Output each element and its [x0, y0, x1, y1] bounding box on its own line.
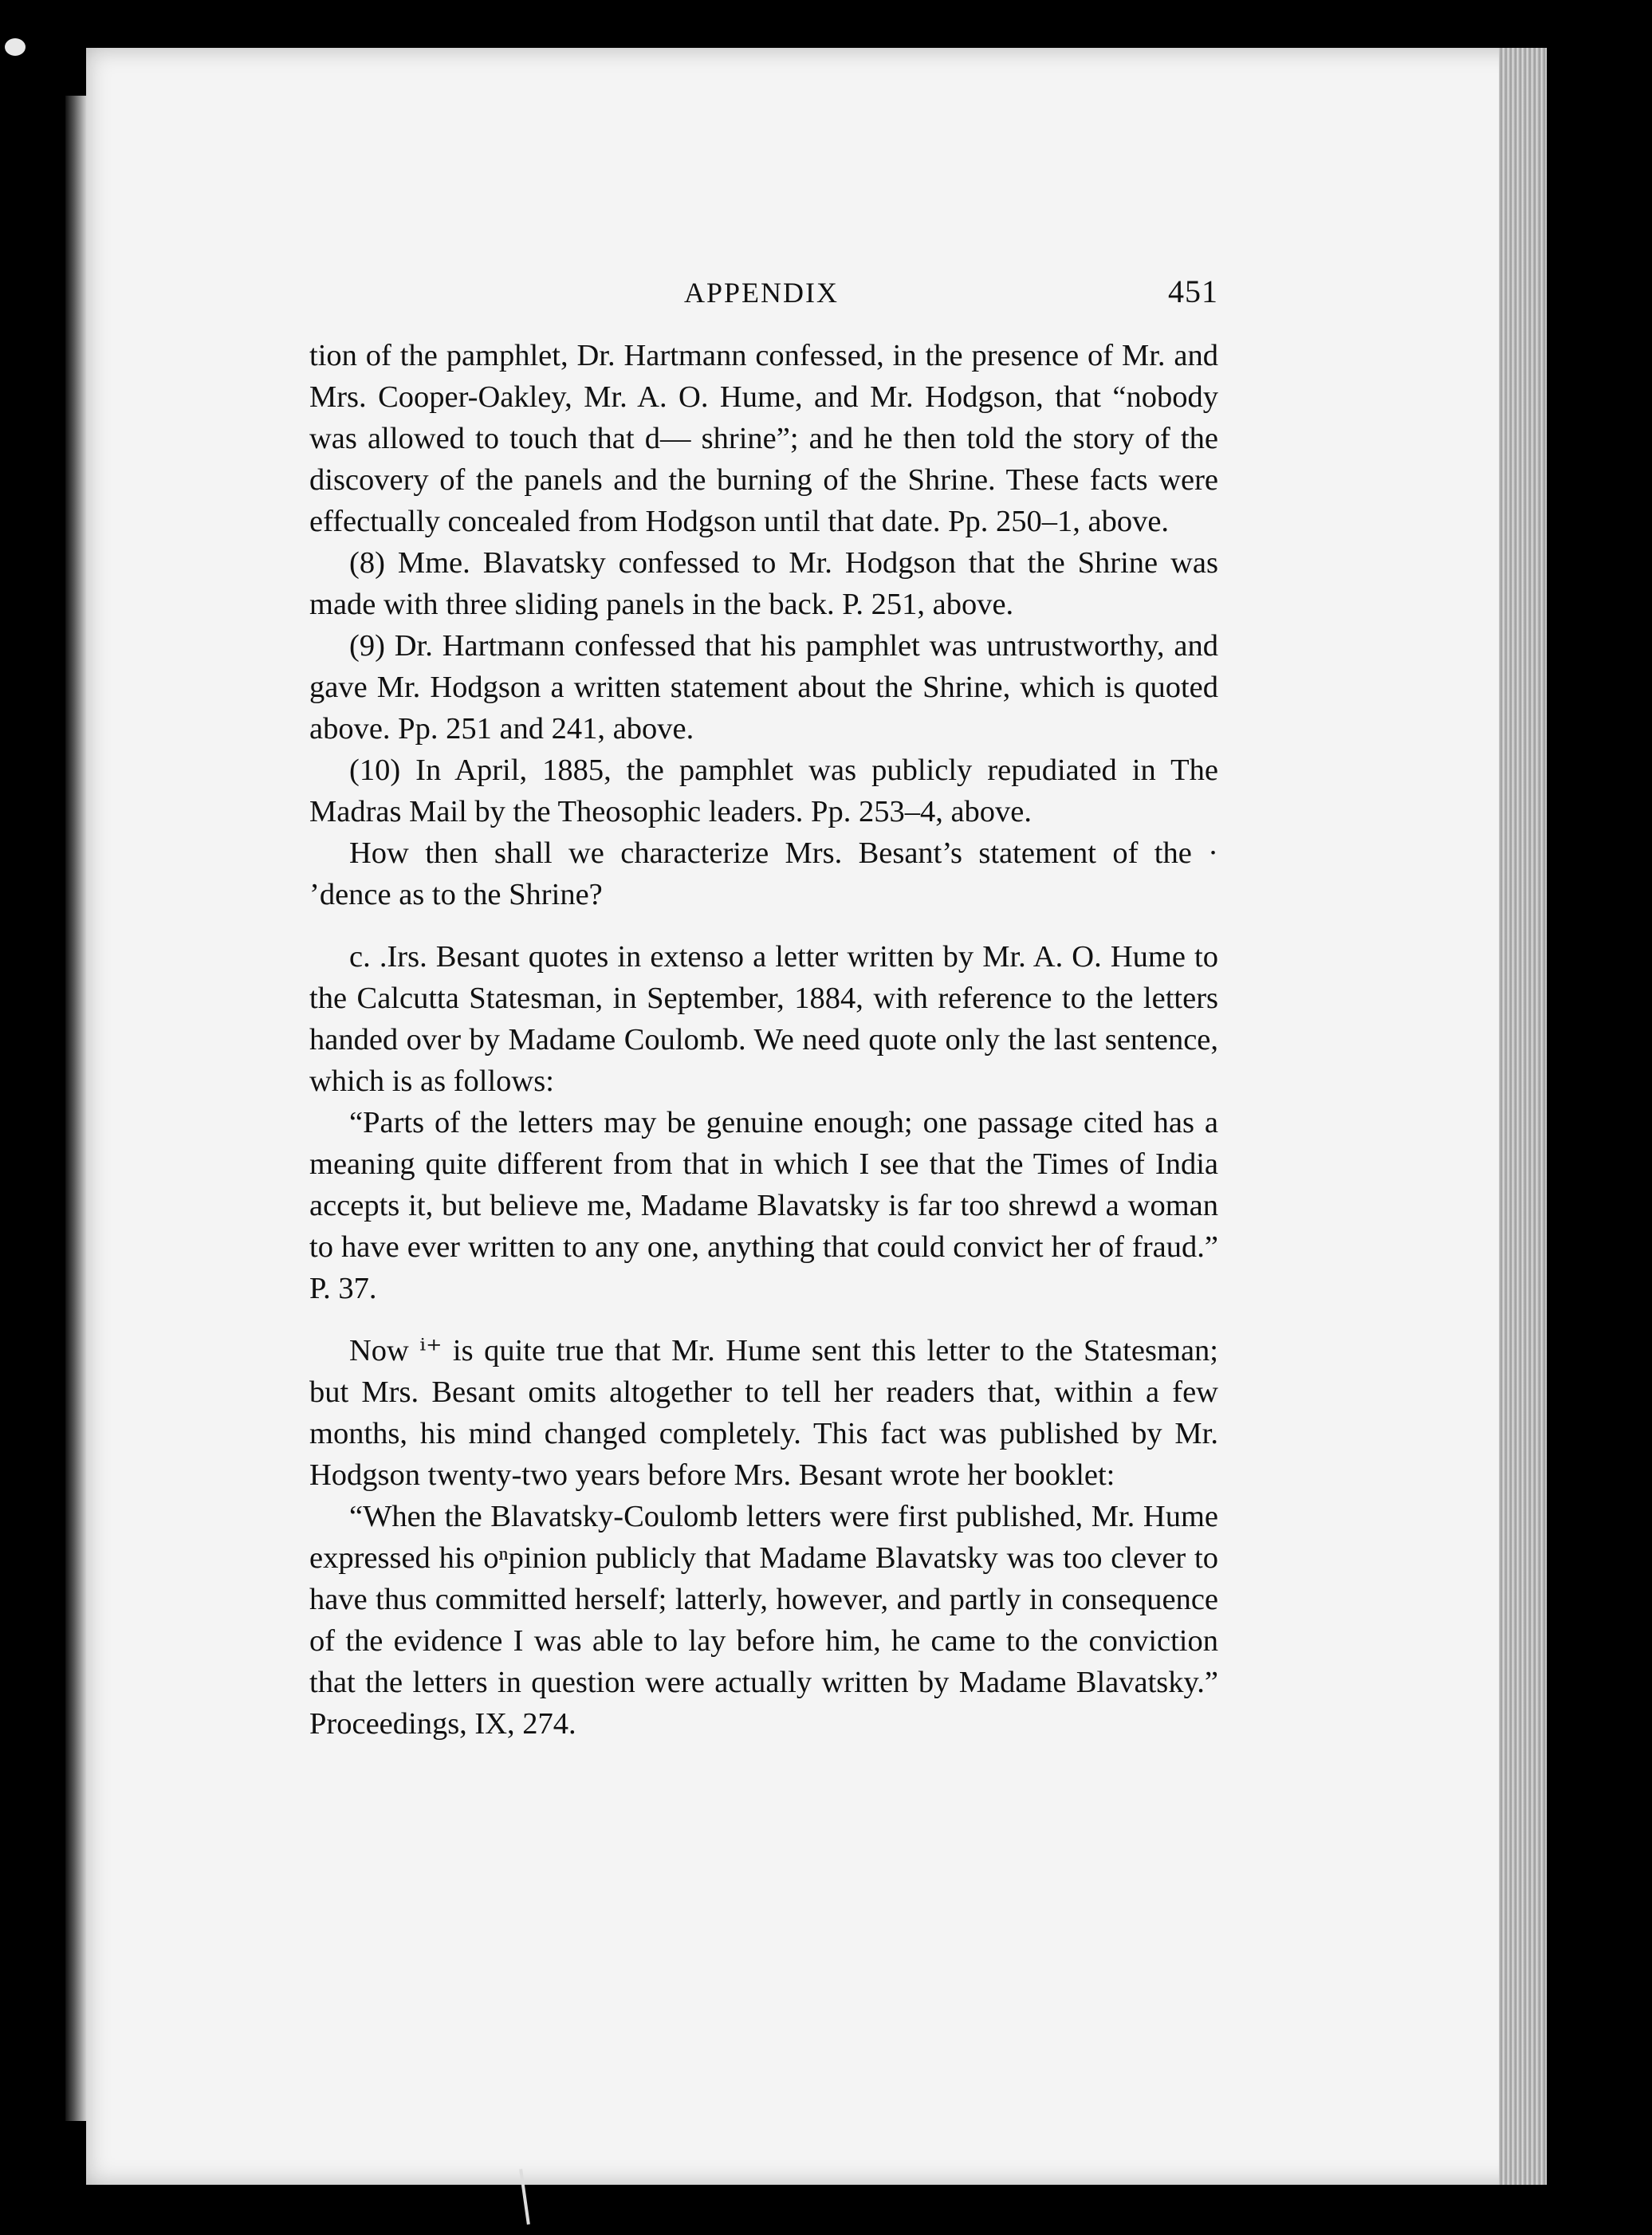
paragraph-item-8: (8) Mme. Blavatsky confessed to Mr. Hodgson that the Shrine was made with three sliding panels in the back. P. 251, above. — [309, 546, 1218, 621]
running-header — [309, 271, 1218, 335]
paragraph-item-9: (9) Dr. Hartmann confessed that his pamphlet was untrustworthy, and gave Mr. Hodgson a written statement about the Shrine, which is quoted above. Pp. 251 and 241, above. — [309, 629, 1218, 746]
paragraph-hume-changed: Now ⁱ⁺ is quite true that Mr. Hume sent this letter to the Statesman; but Mrs. Besant omits altogether to tell her readers that, within a few months, his mind changed completely. This fact was published by Mr. Hodgson twenty-two years before Mrs. Besant wrote her booklet: — [309, 1334, 1218, 1492]
paragraph-continuation: tion of the pamphlet, Dr. Hartmann confessed, in the presence of Mr. and Mrs. Cooper-Oakley, Mr. A. O. Hume, and Mr. Hodgson, that “nobody was allowed to touch that d— shrine”; and he then told the story of the discovery of the panels and the burning of the Shrine. These facts were effectually concealed from Hodgson until that date. Pp. 250–1, above. — [309, 339, 1218, 538]
paragraph-question: How then shall we characterize Mrs. Besant’s statement of the · ’dence as to the Shrine? — [309, 836, 1218, 911]
paragraph-hume-quote: “Parts of the letters may be genuine enough; one passage cited has a meaning quite different from that in which I see that the Times of India accepts it, but believe me, Madame Blavatsky is far too shrewd a woman to have ever written to any one, anything that could convict her of fraud.” P. 37. — [309, 1106, 1218, 1305]
paragraph-hodgson-quote: “When the Blavatsky-Coulomb letters were first published, Mr. Hume expressed his oⁿpinion publicly that Madame Blavatsky was too clever to have thus committed herself; latterly, however, and partly in consequence of the evidence I was able to lay before him, he came to the conviction that the letters in question were actually written by Madame Blavatsky.” Proceedings, IX, 274. — [309, 1500, 1218, 1741]
page-text-block — [309, 271, 1218, 1745]
scan-artifact — [5, 38, 26, 56]
page-stack-edge — [1499, 48, 1547, 2185]
paragraph-section-c: c. .Irs. Besant quotes in extenso a letter written by Mr. A. O. Hume to the Calcutta Statesman, in September, 1884, with reference to the letters handed over by Madame Coulomb. We need quote only the last sentence, which is as follows: — [309, 940, 1218, 1098]
running-header-title: APPENDIX — [684, 277, 840, 309]
page-number: 451 — [1168, 273, 1218, 309]
paragraph-item-10: (10) In April, 1885, the pamphlet was publicly repudiated in The Madras Mail by the Theosophic leaders. Pp. 253–4, above. — [309, 754, 1218, 828]
page-binding-edge — [65, 96, 86, 2121]
